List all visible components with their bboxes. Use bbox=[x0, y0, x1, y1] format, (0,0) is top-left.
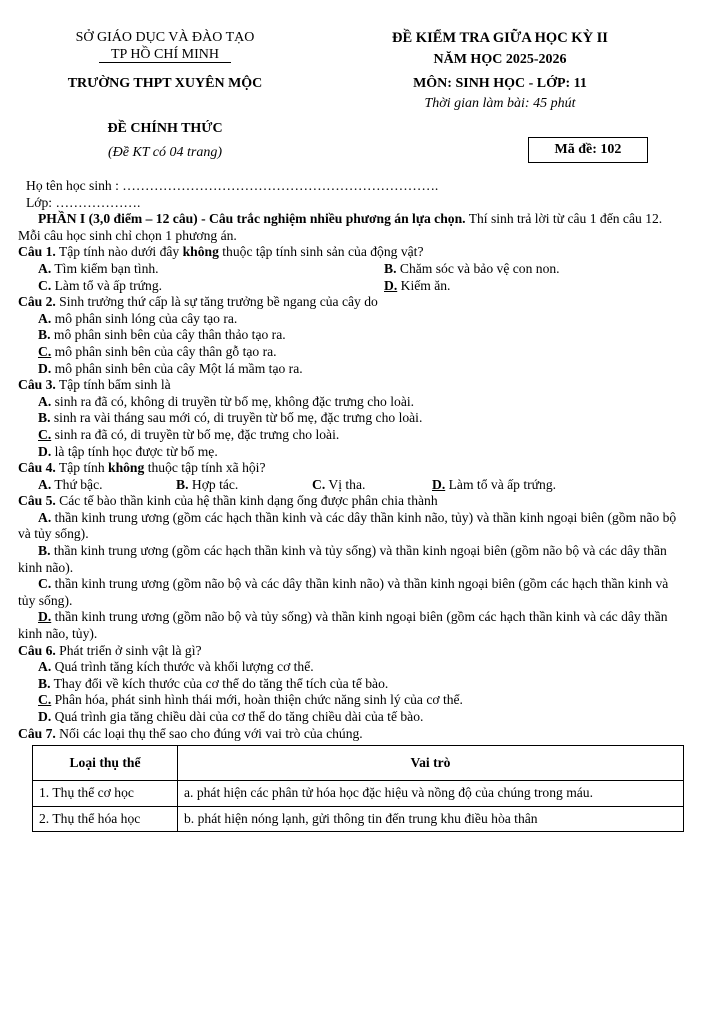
option-b: B. Thay đổi về kích thước của cơ thể do tăng thể tích của tế bào. bbox=[38, 675, 389, 691]
official-label: ĐỀ CHÍNH THỨC bbox=[107, 121, 223, 136]
option-c: C. thần kinh trung ương (gồm não bộ và các dây thần kinh não) và thần kinh ngoại biên (gồm các hạch thần kinh và tủy sống). bbox=[18, 576, 669, 608]
option-b: B. Hợp tác. bbox=[176, 476, 239, 492]
student-class-line: Lớp: ………………. bbox=[26, 194, 141, 210]
option-a: A. Tìm kiếm bạn tình. bbox=[38, 260, 159, 276]
option-a: A. Quá trình tăng kích thước và khối lượng cơ thể. bbox=[38, 659, 314, 675]
table-row bbox=[33, 781, 684, 807]
question-4-options bbox=[18, 477, 686, 494]
option-d-answer: D. Kiếm ăn. bbox=[384, 277, 451, 293]
question-6: Câu 6. Phát triển ở sinh vật là gì? bbox=[18, 642, 202, 658]
time-limit: Thời gian làm bài: 45 phút bbox=[424, 96, 576, 111]
option-c-answer: C. mô phân sinh bên của cây thân gỗ tạo ra. bbox=[38, 343, 277, 359]
exam-body bbox=[18, 178, 686, 832]
receptor-role-cell: a. phát hiện các phân tử hóa học đặc hiệu và nồng độ của chúng trong máu. bbox=[178, 781, 684, 807]
option-d-answer: D. thần kinh trung ương (gồm não bộ và tủy sống) và thần kinh ngoại biên (gồm các hạch thần kinh và các dây thần kinh não, tủy). bbox=[18, 609, 668, 642]
question-1-options-row1 bbox=[18, 261, 686, 278]
receptor-role-cell: b. phát hiện nóng lạnh, gửi thông tin đến trung khu điều hòa thân bbox=[178, 806, 684, 832]
table-row bbox=[33, 806, 684, 832]
option-a: A. thần kinh trung ương (gồm các hạch thần kinh và các dây thần kinh não, tủy) và thần kinh ngoại biên (gồm não bộ và tủy sống). bbox=[18, 509, 677, 542]
city-name: TP HỒ CHÍ MINH bbox=[20, 47, 310, 64]
question-5: Câu 5. Các tế bào thần kinh của hệ thần kinh dạng ống được phân chia thành bbox=[18, 493, 438, 509]
question-1-options-row2 bbox=[18, 278, 686, 295]
exam-header bbox=[0, 30, 705, 170]
exam-code-box: Mã đề: 102 bbox=[528, 137, 648, 163]
option-a: A. mô phân sinh lóng của cây tạo ra. bbox=[38, 310, 238, 326]
student-name-line: Họ tên học sinh : ……………………………………………………………. bbox=[26, 178, 439, 193]
option-b: B. sinh ra vài tháng sau mới có, di truyền từ bố mẹ, đặc trưng cho loài. bbox=[38, 410, 423, 426]
option-c-answer: C. sinh ra đã có, di truyền từ bố mẹ, đặc trưng cho loài. bbox=[38, 426, 340, 442]
subject-grade: MÔN: SINH HỌC - LỚP: 11 bbox=[413, 76, 587, 91]
table-header-row bbox=[33, 746, 684, 781]
option-a: A. sinh ra đã có, không di truyền từ bố mẹ, không đặc trưng cho loài. bbox=[38, 393, 415, 409]
question-3: Câu 3. Tập tính bẩm sinh là bbox=[18, 377, 171, 393]
part1-title: PHẦN I (3,0 điểm – 12 câu) - Câu trắc nghiệm nhiều phương án lựa chọn. bbox=[38, 211, 466, 227]
question-2: Câu 2. Sinh trưởng thứ cấp là sự tăng trưởng bề ngang của cây do bbox=[18, 294, 378, 310]
receptor-type-cell: 1. Thụ thể cơ học bbox=[33, 781, 178, 807]
option-c-answer: C. Phân hóa, phát sinh hình thái mới, hoàn thiện chức năng sinh lý của cơ thể. bbox=[38, 692, 463, 708]
option-c: C. Vị tha. bbox=[312, 476, 366, 492]
receptor-type-cell: 2. Thụ thể hóa học bbox=[33, 806, 178, 832]
school-year: NĂM HỌC 2025-2026 bbox=[433, 52, 567, 67]
option-c: C. Làm tổ và ấp trứng. bbox=[38, 277, 163, 293]
department-name: SỞ GIÁO DỤC VÀ ĐÀO TẠO bbox=[75, 30, 255, 45]
question-7: Câu 7. Nối các loại thụ thể sao cho đúng với vai trò của chúng. bbox=[18, 725, 363, 741]
exam-title: ĐỀ KIỂM TRA GIỮA HỌC KỲ II bbox=[392, 30, 608, 46]
option-b: B. Chăm sóc và bảo vệ con non. bbox=[384, 260, 560, 276]
option-d: D. là tập tính học được từ bố mẹ. bbox=[38, 443, 218, 459]
option-d: D. Quá trình gia tăng chiều dài của cơ thể do tăng chiều dài của tế bào. bbox=[38, 709, 424, 724]
question-1: Câu 1. Tập tính nào dưới đây không thuộc tập tính sinh sản của động vật? bbox=[18, 244, 424, 260]
option-d-answer: D. Làm tổ và ấp trứng. bbox=[432, 476, 557, 492]
question-4: Câu 4. Tập tính không thuộc tập tính xã hội? bbox=[18, 460, 266, 476]
option-b: B. mô phân sinh bên của cây thân thảo tạo ra. bbox=[38, 327, 286, 343]
part1-instructions: PHẦN I (3,0 điểm – 12 câu) - Câu trắc nghiệm nhiều phương án lựa chọn. Thí sinh trả lời từ câu 1 đến câu 12. Mỗi câu học sinh chỉ chọn 1 phương án. bbox=[18, 211, 663, 243]
page-count: (Đề KT có 04 trang) bbox=[107, 145, 223, 160]
column-header-type: Loại thụ thể bbox=[33, 746, 178, 781]
option-d: D. mô phân sinh bên của cây Một lá mầm tạo ra. bbox=[38, 360, 303, 376]
column-header-role: Vai trò bbox=[178, 746, 684, 781]
school-name: TRƯỜNG THPT XUYÊN MỘC bbox=[67, 76, 263, 91]
option-b: B. thần kinh trung ương (gồm các hạch thần kinh và tủy sống) và thần kinh ngoại biên (gồm não bộ và các dây thần kinh não). bbox=[18, 543, 667, 575]
option-a: A. Thứ bậc. bbox=[38, 476, 103, 492]
receptor-matching-table bbox=[32, 745, 684, 832]
